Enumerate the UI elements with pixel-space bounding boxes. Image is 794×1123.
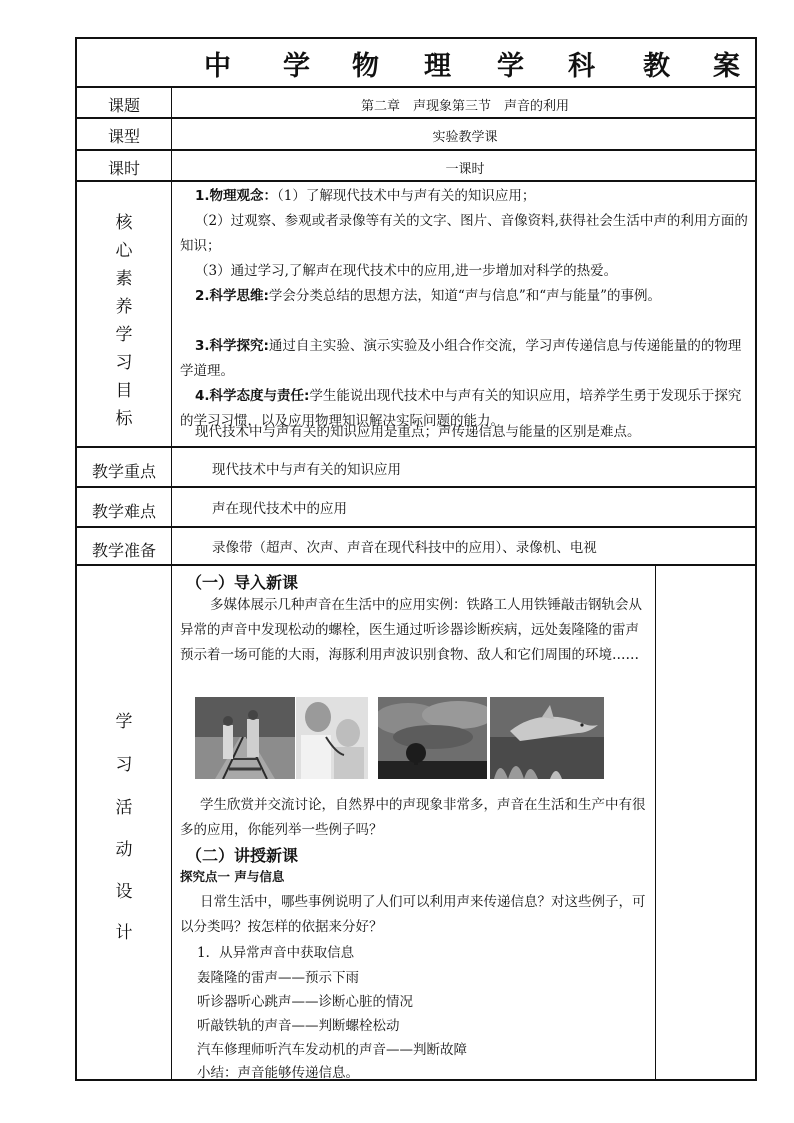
summary-line: 小结：声音能够传递信息。 — [197, 1065, 359, 1081]
goal-heading: 4.科学态度与责任: — [195, 388, 310, 404]
goal-text: 学会分类总结的思想方法，知道“声与信息”和“声与能量”的事例。 — [268, 288, 662, 304]
key-point-value: 现代技术中与声有关的知识应用 — [212, 462, 401, 478]
preparation-value: 录像带（超声、次声、声音在现代科技中的应用）、录像机、电视 — [212, 540, 597, 556]
goal-heading: 1.物理观念： — [195, 188, 278, 204]
title-underline — [251, 118, 495, 119]
example-line: 听诊器听心跳声——诊断心脏的情况 — [197, 994, 413, 1010]
title-char: 物 — [352, 51, 379, 82]
row-divider — [75, 149, 757, 151]
goal-text: （1）了解现代技术中与声有关的知识应用； — [277, 188, 536, 204]
goals-label-char: 目 — [115, 381, 133, 401]
section-heading-new-lesson: （二）讲授新课 — [186, 846, 299, 865]
goals-label-char: 素 — [115, 269, 133, 289]
goal-text-3: （3）通过学习,了解声在现代技术中的应用,进一步增加对科学的热爱。 — [195, 263, 618, 279]
key-point-label: 教学重点 — [91, 462, 156, 481]
goal-heading: 2.科学思维: — [195, 288, 269, 304]
row-divider — [75, 86, 757, 88]
storm-clouds-photo — [378, 697, 487, 779]
title-char: 学 — [283, 51, 310, 82]
goal-text: 通过自主实验、演示实验及小组合作交流，学习声传递信息与传递能量的的物理学道理。 — [180, 338, 742, 379]
row-divider — [75, 526, 757, 528]
goals-label-char: 核 — [115, 213, 133, 233]
goals-label-char: 心 — [115, 241, 133, 261]
goals-label-char: 标 — [115, 409, 133, 429]
goal-key-and-difficulty: 现代技术中与声有关的知识应用是重点；声传递信息与能量的区别是难点。 — [195, 424, 641, 440]
preparation-label: 教学准备 — [91, 541, 156, 560]
title-char: 教 — [643, 51, 670, 82]
example-line: 汽车修理师听汽车发动机的声音——判断故障 — [197, 1042, 467, 1058]
dolphin-photo — [490, 697, 604, 779]
railway-workers-photo — [195, 697, 295, 779]
discussion-paragraph: 学生欣赏并交流讨论，自然界中的声现象非常多，声音在生活和生产中有很多的应用，你能列举一些例子吗？ — [180, 797, 646, 838]
activity-label-char: 习 — [115, 755, 133, 775]
goal-text: 学生能说出现代技术中与声有关的知识应用，培养学生勇于发现乐于探究的学习习惯，以及应用物理知识解决实际问题的能力。 — [180, 388, 742, 429]
topic-label: 课题 — [107, 96, 140, 115]
column-divider — [655, 564, 656, 1081]
column-divider — [171, 86, 172, 1081]
title-char: 理 — [424, 51, 451, 82]
time-label: 课时 — [107, 159, 140, 178]
time-value: 一课时 — [445, 162, 485, 177]
activity-label-char: 学 — [115, 712, 133, 732]
activity-label-char: 活 — [115, 798, 133, 818]
row-divider — [75, 446, 757, 448]
difficulty-label: 教学难点 — [91, 502, 156, 521]
type-label: 课型 — [107, 127, 140, 146]
activity-label-char: 计 — [115, 923, 133, 943]
title-char: 学 — [497, 51, 524, 82]
goal-physics-concept — [180, 184, 750, 209]
goal-heading: 3.科学探究: — [195, 338, 269, 354]
difficulty-value: 声在现代技术中的应用 — [212, 501, 347, 517]
title-char: 案 — [713, 51, 740, 82]
question-paragraph: 日常生活中，哪些事例说明了人们可以利用声来传递信息？对这些例子，可以分类吗？按怎样的依据来分好？ — [180, 894, 646, 935]
title-char: 科 — [568, 51, 595, 82]
example-line: 轰隆隆的雷声——预示下雨 — [197, 970, 359, 986]
goal-text-2: （2）过观察、参观或者录像等有关的文字、图片、音像资料,获得社会生活中声的利用方面的知识； — [180, 213, 748, 254]
goals-label-char: 习 — [115, 353, 133, 373]
row-divider — [75, 180, 757, 182]
activity-label-char: 动 — [115, 840, 133, 860]
goals-label-char: 养 — [115, 297, 133, 317]
activity-label-char: 设 — [115, 882, 133, 902]
intro-paragraph: 多媒体展示几种声音在生活中的应用实例：铁路工人用铁锤敲击钢轨会从异常的声音中发现松动的螺栓，医生通过听诊器诊断疾病，远处轰隆隆的雷声预示着一场可能的大雨，海豚利用声波识别食物、敌人和它们周围的环境…… — [180, 597, 642, 663]
goal-scientific-inquiry — [180, 334, 750, 384]
row-divider — [75, 486, 757, 488]
goals-label-char: 学 — [115, 325, 133, 345]
example-line: 听敲铁轨的声音——判断螺栓松动 — [197, 1018, 400, 1034]
title-underline — [89, 118, 203, 119]
explore-point-title: 探究点一 声与信息 — [180, 869, 285, 884]
list-item-heading: 1．从异常声音中获取信息 — [197, 945, 355, 961]
topic-value: 第二章 声现象第三节 声音的利用 — [360, 99, 569, 114]
title-char: 中 — [204, 51, 231, 82]
doctor-stethoscope-photo — [296, 697, 368, 779]
goal-scientific-thinking — [180, 284, 750, 309]
section-heading-intro: （一）导入新课 — [186, 573, 299, 592]
type-value: 实验教学课 — [432, 130, 498, 145]
